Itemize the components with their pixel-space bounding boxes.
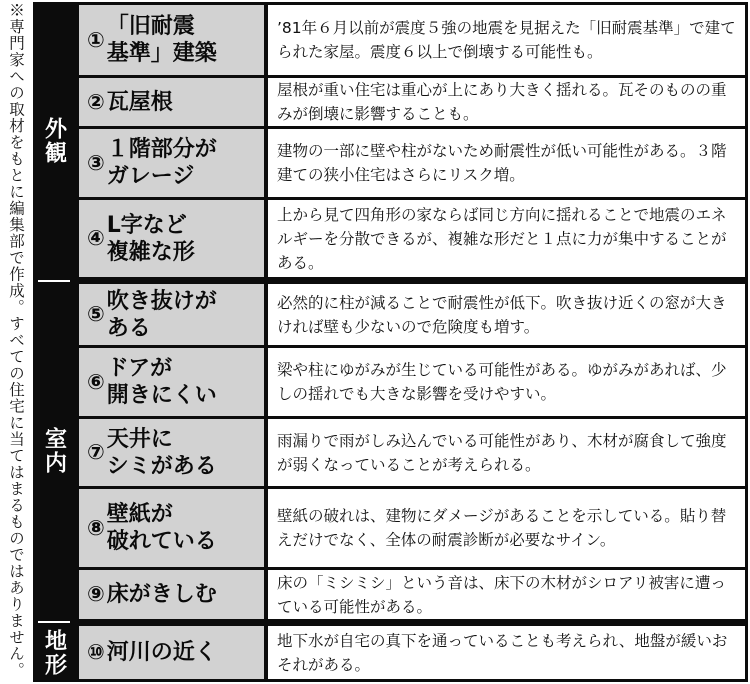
group-interior: [33, 282, 75, 620]
item-description: 雨漏りで雨がしみ込んでいる可能性があり、木材が腐食して強度が弱くなっていることが考えられる。: [268, 419, 745, 486]
item-label: [79, 284, 264, 345]
item-label: [79, 78, 264, 126]
item-title: 天井に シミがある: [106, 426, 217, 479]
item-description: 壁紙の破れは、建物にダメージがあることを示している。貼り替えだけでなく、全体の耐震診断が必要なサイン。: [268, 489, 745, 567]
item-label: [79, 489, 264, 567]
item-title: 吹き抜けが ある: [106, 288, 217, 341]
item-description: ’81年６月以前が震度５強の地震を見据えた「旧耐震基準」で建てられた家屋。震度６以上で倒壊する可能性も。: [268, 5, 745, 75]
item-label: [79, 419, 264, 486]
item-description: 床の「ミシミシ」という音は、床下の木材がシロアリ被害に遭っている可能性がある。: [268, 570, 745, 619]
item-number: ②: [87, 89, 105, 114]
item-title: 壁紙が 破れている: [106, 502, 217, 554]
checklist-row: [79, 419, 745, 486]
item-number: ⑩: [87, 640, 105, 664]
item-label: [79, 570, 264, 619]
checklist-row: [79, 626, 745, 679]
item-number: ①: [87, 27, 105, 52]
checklist-row: [79, 570, 745, 619]
checklist-row: [79, 5, 745, 75]
item-number: ⑥: [87, 369, 105, 394]
item-title: 河川の近く: [106, 640, 217, 665]
item-label: [79, 129, 264, 197]
checklist-row: [79, 129, 745, 197]
item-number: ⑨: [87, 582, 105, 606]
item-title: 瓦屋根: [106, 89, 173, 115]
group-interior-label: 室内: [41, 427, 67, 475]
item-number: ⑦: [87, 440, 105, 464]
item-description: 上から見て四角形の家ならば同じ方向に揺れることで地震のエネルギーを分散できるが、複雑な形だと１点に力が集中することがある。: [268, 200, 745, 277]
item-description: 梁や柱にゆがみが生じている可能性がある。ゆがみがあれば、少しの揺れでも大きな影響を受けやすい。: [268, 348, 745, 416]
item-label: [79, 200, 264, 277]
item-description: 必然的に柱が減ることで耐震性が低下。吹き抜け近くの窓が大きければ壁も少ないので危険度も増す。: [268, 284, 745, 345]
checklist-row: [79, 489, 745, 567]
item-number: ⑧: [87, 515, 105, 540]
group-terrain-label: 地形: [41, 628, 67, 677]
item-label: [79, 5, 264, 75]
checklist-row: [79, 348, 745, 416]
item-title: ドアが 開きにくい: [106, 356, 217, 408]
item-label: [79, 348, 264, 416]
group-exterior: [33, 2, 75, 279]
item-title: １階部分が ガレージ: [106, 137, 217, 189]
group-exterior-label: 外観: [41, 116, 67, 165]
item-title: L字など 複雑な形: [106, 212, 195, 265]
source-note: ※専門家への取材をもとに編集部で作成。すべての住宅に当てはまるものではありません。: [7, 2, 25, 679]
checklist-row: [79, 78, 745, 126]
item-number: ③: [87, 150, 105, 175]
item-title: 「旧耐震 基準」建築: [106, 14, 217, 66]
item-title: 床がきしむ: [106, 582, 217, 607]
group-terrain: [33, 623, 75, 682]
checklist-row: [79, 284, 745, 345]
item-description: 地下水が自宅の真下を通っていることも考えられ、地盤が緩いおそれがある。: [268, 626, 745, 679]
item-description: 建物の一部に壁や柱がないため耐震性が低い可能性がある。３階建ての狭小住宅はさらにリスク増。: [268, 129, 745, 197]
item-number: ④: [87, 226, 105, 250]
checklist-row: [79, 200, 745, 277]
item-label: [79, 626, 264, 679]
item-number: ⑤: [87, 302, 105, 326]
item-description: 屋根が重い住宅は重心が上にあり大きく揺れる。瓦そのものの重みが倒壊に影響することも。: [268, 78, 745, 126]
